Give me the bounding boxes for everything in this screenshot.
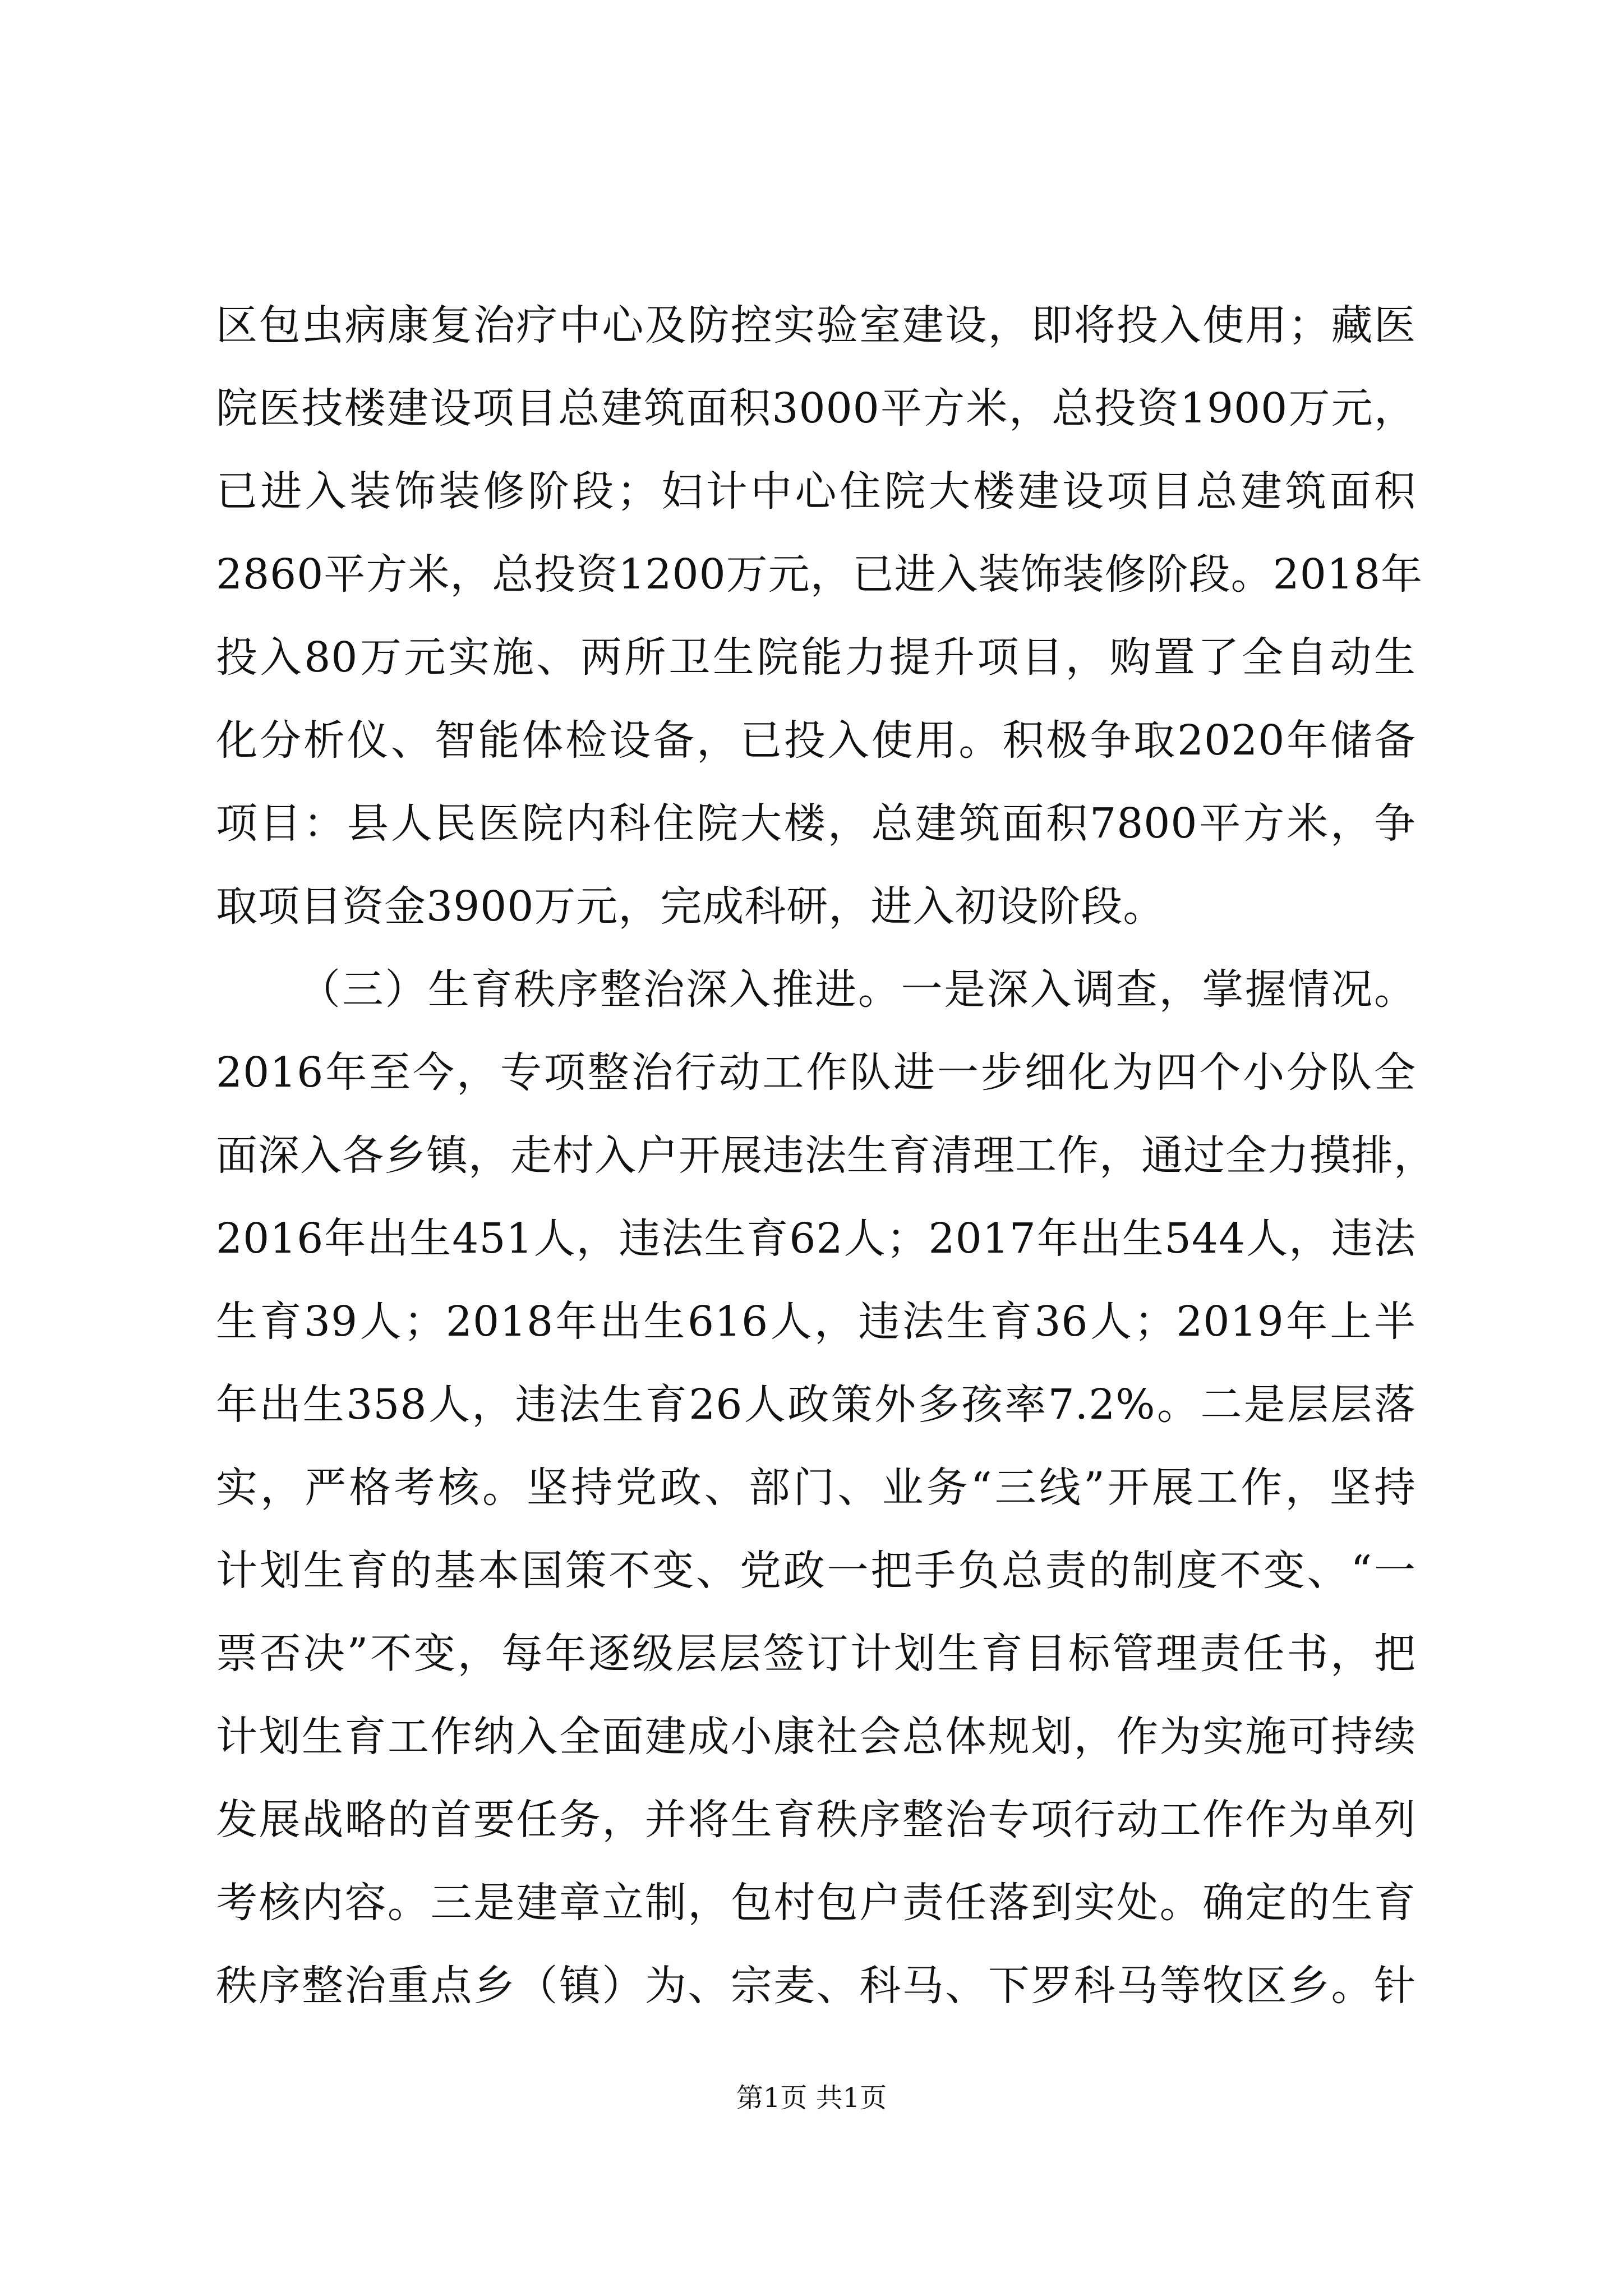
text-line: 票否决”不变，每年逐级层层签订计划生育目标管理责任书，把 (216, 1630, 1416, 1678)
text-line: 年出生358人，违法生育26人政策外多孩率7.2%。二是层层落 (216, 1381, 1416, 1429)
text-line: 2016年出生451人，违法生育62人；2017年出生544人，违法 (216, 1214, 1416, 1263)
text-line: 计划生育的基本国策不变、党政一把手负总责的制度不变、“一 (216, 1547, 1416, 1595)
text-line: 已进入装饰装修阶段；妇计中心住院大楼建设项目总建筑面积 (216, 467, 1416, 516)
text-line: 发展战略的首要任务，并将生育秩序整治专项行动工作作为单列 (216, 1796, 1416, 1844)
text-line: 计划生育工作纳入全面建成小康社会总体规划，作为实施可持续 (216, 1713, 1416, 1761)
text-line: 秩序整治重点乡（镇）为、宗麦、科马、下罗科马等牧区乡。针 (216, 1962, 1416, 2010)
text-line: 院医技楼建设项目总建筑面积3000平方米，总投资1900万元， (216, 384, 1416, 432)
text-line: 化分析仪、智能体检设备，已投入使用。积极争取2020年储备 (216, 716, 1416, 765)
text-line: 取项目资金3900万元，完成科研，进入初设阶段。 (216, 882, 1165, 931)
page-footer: 第1页 共1页 (736, 2082, 887, 2114)
text-line: 2016年至今，专项整治行动工作队进一步细化为四个小分队全 (216, 1048, 1416, 1097)
text-line: 项目：县人民医院内科住院大楼，总建筑面积7800平方米，争 (216, 799, 1416, 848)
paragraph-heading-line: （三）生育秩序整治深入推进。一是深入调查，掌握情况。 (299, 965, 1416, 1014)
text-line: 2860平方米，总投资1200万元，已进入装饰装修阶段。2018年 (216, 550, 1423, 599)
text-line: 考核内容。三是建章立制，包村包户责任落到实处。确定的生育 (216, 1879, 1416, 1927)
text-line: 区包虫病康复治疗中心及防控实验室建设，即将投入使用；藏医 (216, 301, 1416, 349)
text-line: 生育39人；2018年出生616人，违法生育36人；2019年上半 (216, 1297, 1416, 1346)
text-line: 面深入各乡镇，走村入户开展违法生育清理工作，通过全力摸排， (216, 1131, 1436, 1180)
text-line: 实，严格考核。坚持党政、部门、业务“三线”开展工作，坚持 (216, 1464, 1416, 1512)
text-line: 投入80万元实施、两所卫生院能力提升项目，购置了全自动生 (216, 633, 1416, 682)
